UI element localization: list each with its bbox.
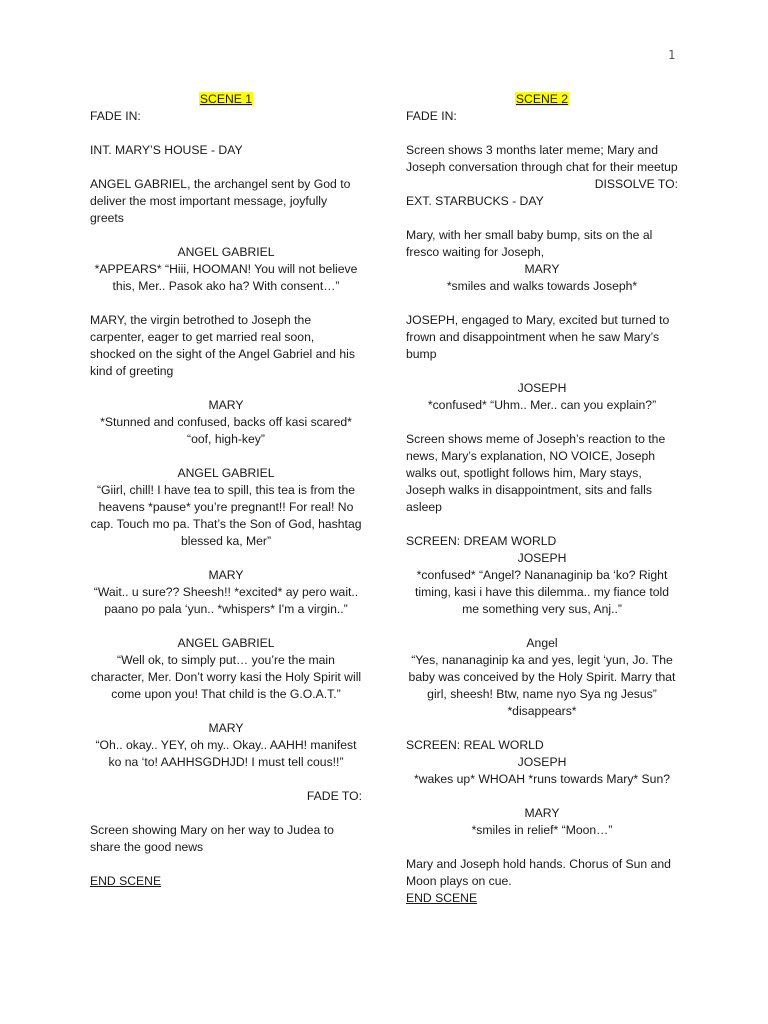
scene-2-heading: SCENE 2 <box>515 92 569 106</box>
scene-1-fade-in: FADE IN: <box>90 109 141 123</box>
scene-2-character-1: MARY <box>524 262 560 276</box>
scene-2-action-5: Mary and Joseph hold hands. Chorus of Sun and Moon plays on cue. <box>406 857 671 888</box>
scene-2-screen-real-world: SCREEN: REAL WORLD <box>406 738 544 752</box>
scene-2-dialogue-5: *wakes up* WHOAH *runs towards Mary* Sun? <box>413 772 671 786</box>
scene-2-character-4: Angel <box>526 636 558 650</box>
scene-1-character-3: ANGEL GABRIEL <box>177 466 275 480</box>
scene-1-character-1: ANGEL GABRIEL <box>177 245 275 259</box>
scene-2-transition: DISSOLVE TO: <box>594 177 678 191</box>
scene-2-slugline: EXT. STARBUCKS - DAY <box>406 194 544 208</box>
scene-1-column <box>90 91 362 890</box>
scene-1-character-2: MARY <box>208 398 244 412</box>
scene-2-column <box>406 91 678 907</box>
scene-1-heading: SCENE 1 <box>199 92 253 106</box>
scene-2-character-5: JOSEPH <box>517 755 567 769</box>
scene-2-character-3: JOSEPH <box>517 551 567 565</box>
scene-2-character-2: JOSEPH <box>517 381 567 395</box>
scene-1-end: END SCENE <box>90 874 162 888</box>
scene-1-character-4: MARY <box>208 568 244 582</box>
scene-2-dialogue-2: *confused* “Uhm.. Mer.. can you explain?” <box>427 398 657 412</box>
scene-1-dialogue-3: “Giirl, chill! I have tea to spill, this tea is from the heavens *pause* you’re pregnant!! For real! No cap. Touch mo pa. That’s the Son of God, hashtag blessed ka, Mer” <box>90 483 362 548</box>
page-number: 1 <box>668 48 676 62</box>
scene-2-action-4: Screen shows meme of Joseph’s reaction to the news, Mary’s explanation, NO VOICE, Joseph walks out, spotlight follows him, Mary stays, Joseph walks in disappointment, sits and falls asleep <box>406 432 666 514</box>
scene-2-dialogue-6: *smiles in relief* “Moon…” <box>471 823 613 837</box>
scene-2-end: END SCENE <box>406 891 478 905</box>
scene-2-screen-dream-world: SCREEN: DREAM WORLD <box>406 534 557 548</box>
scene-1-character-5: ANGEL GABRIEL <box>177 636 275 650</box>
scene-1-slugline: INT. MARY’S HOUSE - DAY <box>90 143 243 157</box>
scene-1-action-3: Screen showing Mary on her way to Judea to share the good news <box>90 823 334 854</box>
scene-1-action-2: MARY, the virgin betrothed to Joseph the carpenter, eager to get married real soon, shocked on the sight of the Angel Gabriel and his kind of greeting <box>90 313 355 378</box>
scene-2-fade-in: FADE IN: <box>406 109 457 123</box>
scene-2-dialogue-3: *confused* “Angel? Nananaginip ba ‘ko? Right timing, kasi i have this dilemma.. my fiance told me something very sus, Anj..” <box>414 568 669 616</box>
scene-2-dialogue-1: *smiles and walks towards Joseph* <box>446 279 638 293</box>
scene-1-dialogue-5: “Well ok, to simply put… you’re the main character, Mer. Don’t worry kasi the Holy Spirit will come upon you! That child is the G.O.A.T.” <box>90 653 362 701</box>
scene-2-action-3: JOSEPH, engaged to Mary, excited but turned to frown and disappointment when he saw Mary’s bump <box>406 313 670 361</box>
scene-1-dialogue-6: “Oh.. okay.. YEY, oh my.. Okay.. AAHH! manifest ko na ‘to! AAHHSGDHJD! I must tell cous!!” <box>95 738 357 769</box>
scene-1-dialogue-4: “Wait.. u sure?? Sheesh!! *excited* ay pero wait.. paano po pala ‘yun.. *whispers* I'm a virgin..” <box>93 585 359 616</box>
scene-1-transition: FADE TO: <box>306 789 362 803</box>
scene-2-dialogue-4: “Yes, nananaginip ka and yes, legit ‘yun, Jo. The baby was conceived by the Holy Spirit. Marry that girl, sheesh! Btw, name nyo Sya ng Jesus” *disappears* <box>408 653 676 718</box>
scene-1-dialogue-1: *APPEARS* “Hiii, HOOMAN! You will not believe this, Mer.. Pasok ako ha? With consent…” <box>94 262 358 293</box>
scene-1-action-1: ANGEL GABRIEL, the archangel sent by God to deliver the most important message, joyfully greets <box>90 177 351 225</box>
scene-2-character-6: MARY <box>524 806 560 820</box>
scene-2-action-1: Screen shows 3 months later meme; Mary and Joseph conversation through chat for their meetup <box>406 143 678 174</box>
scene-1-character-6: MARY <box>208 721 244 735</box>
scene-1-dialogue-2: *Stunned and confused, backs off kasi scared* “oof, high-key” <box>100 415 352 446</box>
scene-2-action-2: Mary, with her small baby bump, sits on the al fresco waiting for Joseph, <box>406 228 653 259</box>
